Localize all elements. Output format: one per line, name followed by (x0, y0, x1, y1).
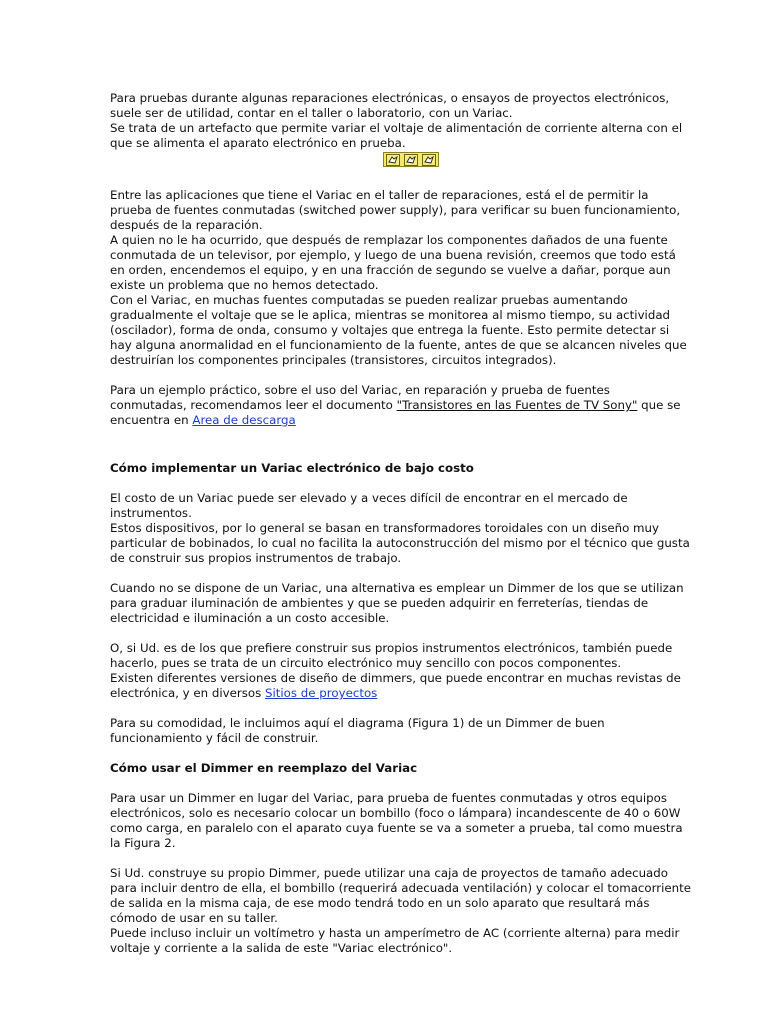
hand-pointer-icon (422, 154, 436, 166)
text-line (110, 686, 658, 701)
text-line: particular de bobinados, lo cual no facilita la autoconstrucción del mismo por el técnico que gusta (110, 536, 690, 550)
text-line: Para pruebas durante algunas reparaciones electrónicas, o ensayos de proyectos electrónicos, (110, 91, 670, 105)
usage-paragraph (110, 791, 683, 851)
diagram-paragraph (110, 716, 658, 746)
build-yourself-paragraph (110, 641, 681, 701)
text-line: electricidad e iluminación a un costo accesible. (110, 611, 390, 625)
text-line: hay alguna anormalidad en el funcionamiento de la fuente, antes de que se alcancen niveles que (110, 338, 687, 352)
text-line: El costo de un Variac puede ser elevado y a veces difícil de encontrar en el mercado de (110, 491, 628, 505)
text-line: destruirían los componentes principales (transistores, circuitos integrados). (110, 353, 557, 367)
text-line: funcionamiento y fácil de construir. (110, 731, 319, 745)
text-line: (oscilador), forma de onda, consumo y voltajes que entrega la fuente. Esto permite detectar si (110, 323, 670, 337)
document-body (110, 91, 692, 956)
text-line: para graduar iluminación de ambientes y que se pueden adquirir en ferreterías, tiendas de (110, 596, 649, 610)
text-line: Con el Variac, en muchas fuentes computadas se pueden realizar pruebas aumentando (110, 293, 628, 307)
enclosure-paragraph (110, 866, 692, 956)
icon-strip (110, 151, 658, 173)
text-line: prueba de fuentes conmutadas (switched power supply), para verificar su buen funcionamiento, (110, 203, 681, 217)
text-line: gradualmente el voltaje que se le aplica, mientras se monitorea al mismo tiempo, su actividad (110, 308, 671, 322)
text-segment: electrónica, y en diversos (110, 686, 266, 700)
download-area-link[interactable]: Area de descarga (192, 413, 296, 427)
text-line: para incluir dentro de ella, el bombillo (requerirá adecuada ventilación) y colocar el tomacorriente (110, 881, 692, 895)
text-line: de salida en la misma caja, de ese modo tendrá todo en un solo aparato que resultará más (110, 896, 650, 910)
text-line: Entre las aplicaciones que tiene el Variac en el taller de reparaciones, está el de permitir la (110, 188, 649, 202)
text-line: Se trata de un artefacto que permite variar el voltaje de alimentación de corriente alterna con el (110, 121, 683, 135)
text-line: Para un ejemplo práctico, sobre el uso del Variac, en reparación y prueba de fuentes (110, 383, 610, 397)
cost-paragraph (110, 491, 690, 566)
text-line: Existen diferentes versiones de diseño de dimmers, que puede encontrar en muchas revistas de (110, 671, 681, 685)
text-line: O, si Ud. es de los que prefiere construir sus propios instrumentos electrónicos, también puede (110, 641, 673, 655)
hand-pointer-icon (386, 154, 400, 166)
project-sites-link[interactable]: Sitios de proyectos (265, 686, 378, 700)
text-line: Puede incluso incluir un voltímetro y hasta un amperímetro de AC (corriente alterna) para medir (110, 926, 680, 940)
text-line: existe un problema que no hemos detectado. (110, 278, 379, 292)
text-line: Para usar un Dimmer en lugar del Variac, para prueba de fuentes conmutadas y otros equipos (110, 791, 668, 805)
text-line: suele ser de utilidad, contar en el taller o laboratorio, con un Variac. (110, 106, 513, 120)
example-paragraph (110, 383, 681, 428)
section-heading-implement: Cómo implementar un Variac electrónico de bajo costo (110, 461, 474, 475)
dimmer-alternative-paragraph (110, 581, 684, 626)
text-line (110, 398, 681, 413)
text-line (110, 413, 658, 428)
section-heading-usage: Cómo usar el Dimmer en reemplazo del Variac (110, 761, 418, 775)
text-line: A quien no le ha ocurrido, que después de remplazar los componentes dañados de una fuente (110, 233, 668, 247)
applications-paragraph (110, 188, 687, 368)
text-line: Para su comodidad, le incluimos aquí el diagrama (Figura 1) de un Dimmer de buen (110, 716, 605, 730)
text-line: de construir sus propios instrumentos de trabajo. (110, 551, 402, 565)
text-segment: que se (637, 398, 681, 412)
text-line: Estos dispositivos, por lo general se basan en transformadores toroidales con un diseño muy (110, 521, 660, 535)
text-line: que se alimenta el aparato electrónico en prueba. (110, 136, 406, 150)
text-line: hacerlo, pues se trata de un circuito electrónico muy sencillo con pocos componentes. (110, 656, 622, 670)
text-segment: encuentra en (110, 413, 193, 427)
sony-document-link[interactable]: "Transistores en las Fuentes de TV Sony" (396, 398, 638, 412)
text-line: la Figura 2. (110, 836, 176, 850)
hand-pointer-icon (404, 154, 418, 166)
text-line: cómodo de usar en su taller. (110, 911, 278, 925)
text-line: después de la reparación. (110, 218, 263, 232)
text-line: en orden, encendemos el equipo, y en una fracción de segundo se vuelve a dañar, porque aun (110, 263, 671, 277)
icon-box (383, 152, 439, 167)
text-line: voltaje y corriente a la salida de este "Variac electrónico". (110, 941, 453, 955)
text-line: como carga, en paralelo con el aparato cuya fuente se va a someter a prueba, tal como muestra (110, 821, 683, 835)
intro-paragraph (110, 91, 683, 151)
text-line: instrumentos. (110, 506, 192, 520)
text-line: Si Ud. construye su propio Dimmer, puede utilizar una caja de proyectos de tamaño adecuado (110, 866, 668, 880)
text-segment: conmutadas, recomendamos leer el documento (110, 398, 397, 412)
text-line: electrónicos, solo es necesario colocar un bombillo (foco o lámpara) incandescente de 40 o 60W (110, 806, 681, 820)
text-line: conmutada de un televisor, por ejemplo, y luego de una buena revisión, creemos que todo está (110, 248, 676, 262)
text-line: Cuando no se dispone de un Variac, una alternativa es emplear un Dimmer de los que se utilizan (110, 581, 684, 595)
